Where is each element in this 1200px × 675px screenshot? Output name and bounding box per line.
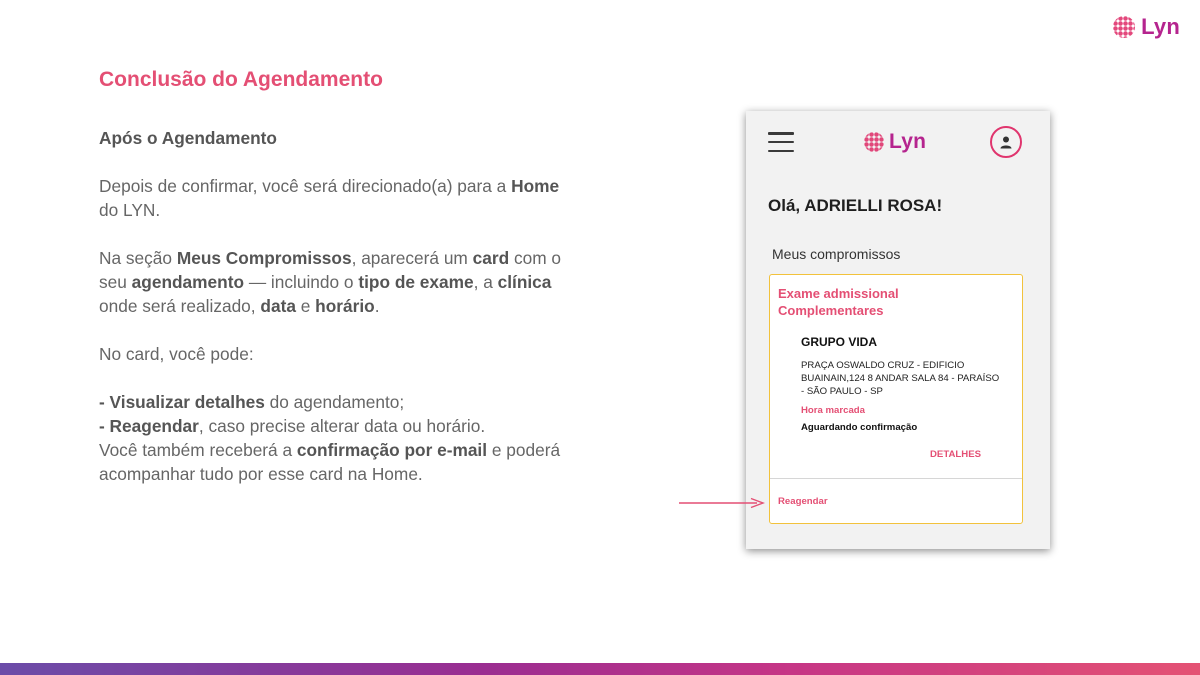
slide-title: Conclusão do Agendamento — [99, 68, 383, 91]
heart-dots-icon — [1113, 16, 1135, 38]
clinic-address: PRAÇA OSWALDO CRUZ - EDIFICIO BUAINAIN,124 8 ANDAR SALA 84 - PARAÍSO - SÃO PAULO - SP — [801, 360, 1000, 397]
profile-button[interactable] — [990, 126, 1022, 158]
greeting: Olá, ADRIELLI ROSA! — [768, 196, 943, 215]
details-button[interactable]: DETALHES — [930, 449, 981, 460]
appointment-time-status: Aguardando confirmação — [801, 422, 918, 433]
paragraph-card-options-intro: No card, você pode: — [99, 344, 254, 364]
heart-dots-icon — [864, 132, 884, 152]
pointer-arrow-icon — [679, 497, 765, 509]
slide-body — [99, 126, 569, 510]
appointments-section-label: Meus compromissos — [772, 246, 901, 262]
clinic-name: GRUPO VIDA — [801, 335, 878, 349]
reschedule-button[interactable]: Reagendar — [778, 496, 828, 507]
card-divider — [770, 478, 1022, 479]
exam-type: Exame admissional Complementares — [778, 286, 899, 318]
user-icon — [999, 135, 1013, 149]
hamburger-menu-icon[interactable] — [768, 132, 794, 152]
brand-logo-text: Lyn — [1141, 14, 1180, 39]
bottom-gradient-bar — [0, 663, 1200, 675]
app-logo — [864, 130, 926, 154]
section-heading: Após o Agendamento — [99, 128, 277, 148]
appointment-time-label: Hora marcada — [801, 405, 865, 416]
app-logo-text: Lyn — [889, 130, 927, 153]
app-screenshot — [746, 111, 1050, 549]
paragraph-card-options: - Visualizar detalhes do agendamento; - Reagendar, caso precise alterar data ou horário. Você também receberá a confirmação por e-mail e poderá acompanhar tudo por esse card na Home. — [99, 392, 561, 484]
paragraph-after-confirm: Depois de confirmar, você será direcionado(a) para a Home do LYN. — [99, 176, 560, 220]
brand-logo — [1113, 14, 1180, 40]
paragraph-card-info: Na seção Meus Compromissos, aparecerá um card com o seu agendamento — incluindo o tipo de exame, a clínica onde será realizado, data e horário. — [99, 248, 562, 316]
appointment-card[interactable] — [769, 274, 1023, 524]
